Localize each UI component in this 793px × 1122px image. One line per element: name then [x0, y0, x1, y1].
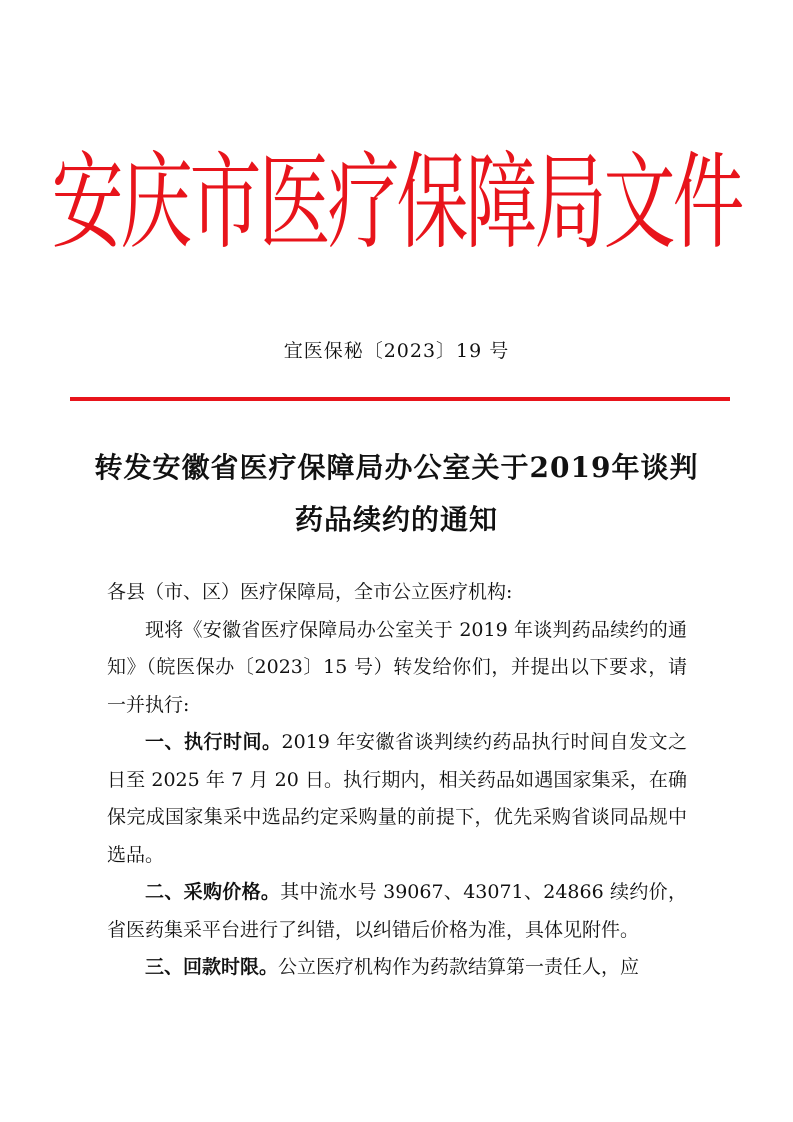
- document-title-line-2: 药品续约的通知: [294, 503, 498, 536]
- intro-paragraph: 现将《安徽省医疗保障局办公室关于 2019 年谈判药品续约的通知》（皖医保办〔2023〕15 号）转发给你们，并提出以下要求，请一并执行:: [107, 618, 687, 716]
- document-title: [60, 442, 733, 546]
- agency-header-title: 安庆市医疗保障局文件: [51, 141, 742, 264]
- item-text: 其中流水号 39067、43071、24866 续约价，省医药集采平台进行了纠错，以纠错后价格为准，具体见附件。: [107, 881, 687, 941]
- item-heading: 一、执行时间。: [145, 731, 282, 753]
- document-number: 宜医保秘〔2023〕19 号: [283, 340, 510, 362]
- document-body: [107, 574, 687, 987]
- item-paragraph: [107, 724, 687, 874]
- item-paragraph: [107, 874, 687, 949]
- item-heading: 二、采购价格。: [145, 881, 281, 903]
- item-text: 2019 年安徽省谈判续约药品执行时间自发文之日至 2025 年 7 月 20 日。执行期内，相关药品如遇国家集采，在确保完成国家集采中选品约定采购量的前提下，优先采购省谈同品规中选品。: [107, 731, 687, 866]
- red-divider-line: [70, 397, 730, 401]
- salutation: 各县（市、区）医疗保障局，全市公立医疗机构:: [107, 581, 513, 603]
- document-title-line-1: 转发安徽省医疗保障局办公室关于2019年谈判: [94, 451, 699, 484]
- item-text: 公立医疗机构作为药款结算第一责任人，应: [278, 956, 640, 978]
- item-heading: 三、回款时限。: [145, 956, 279, 978]
- item-paragraph: [107, 949, 687, 987]
